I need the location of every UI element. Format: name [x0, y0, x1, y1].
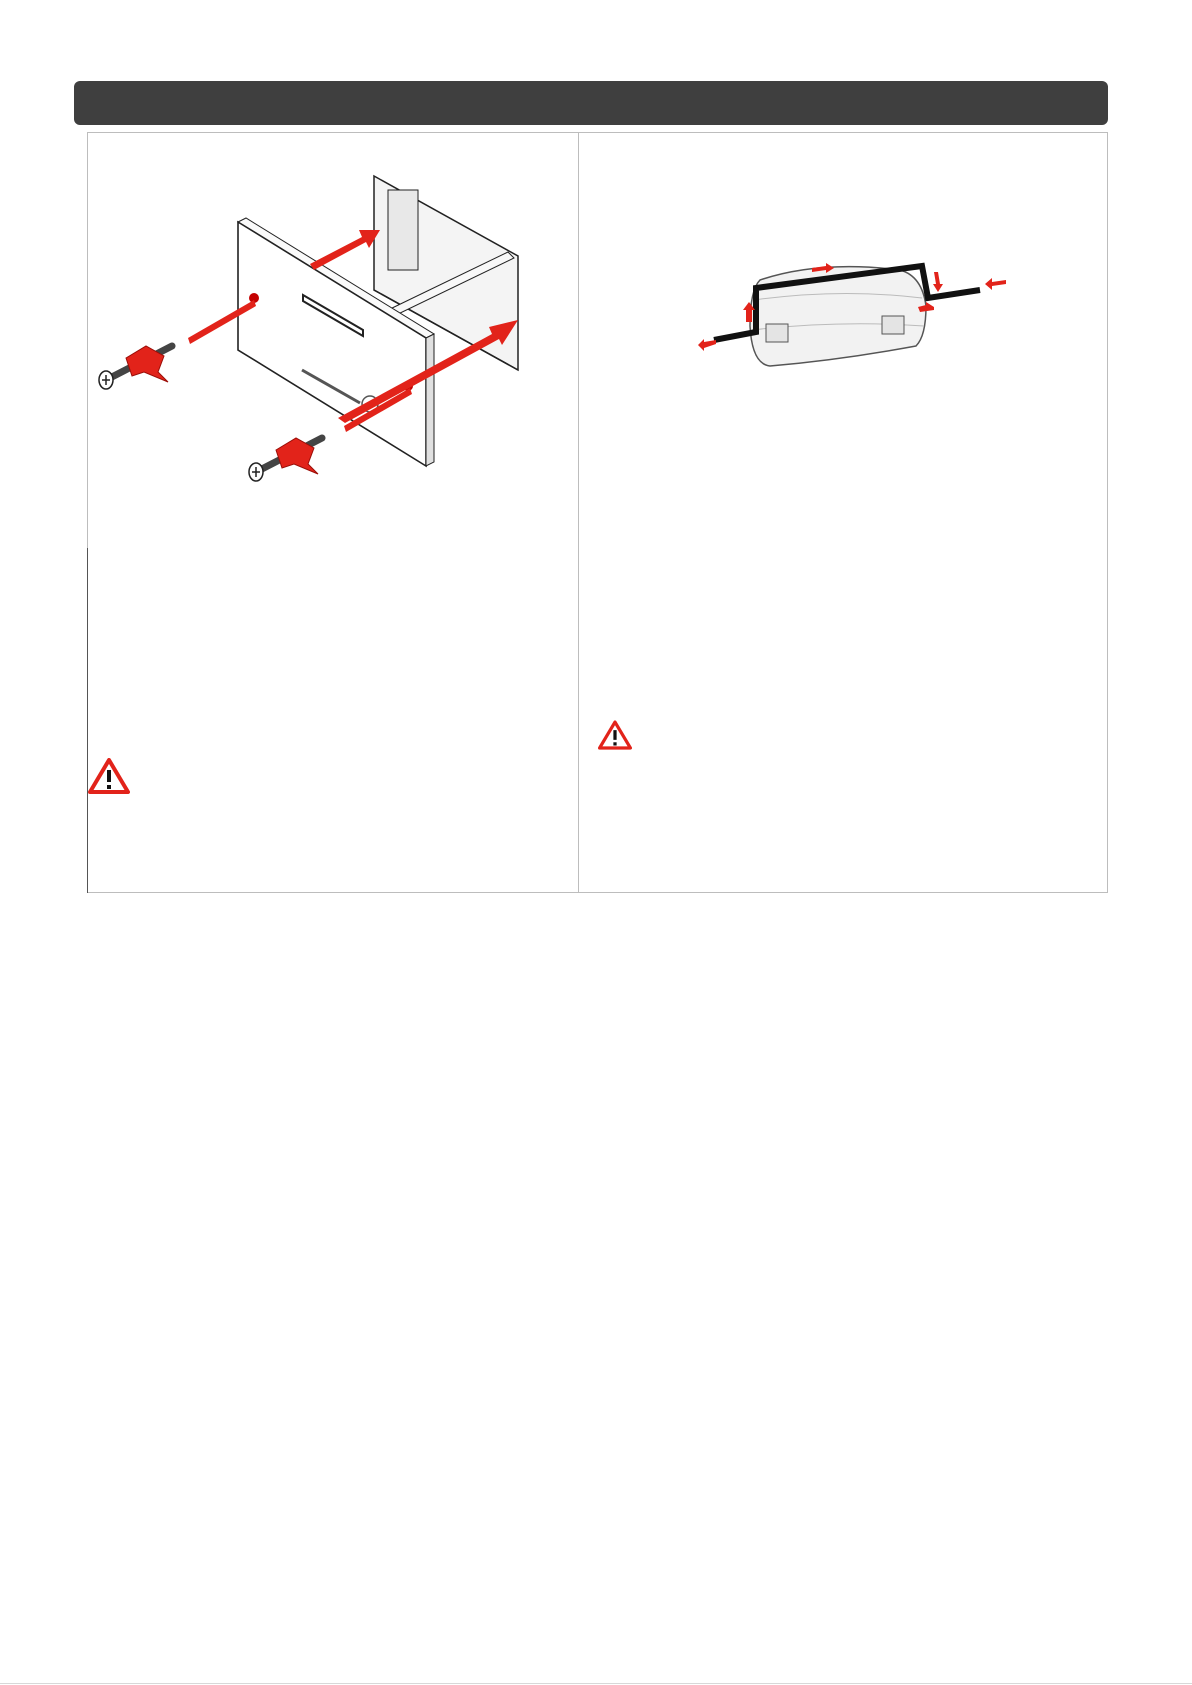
- faceplate-mounting-illustration: [88, 160, 578, 500]
- arrow-top: [310, 230, 380, 270]
- screw-lower: [249, 438, 322, 481]
- page-bottom-rule: [0, 1683, 1192, 1684]
- section-header-bar: [74, 81, 1108, 125]
- warning-triangle-icon: [88, 758, 130, 794]
- left-edge-line: [87, 548, 88, 893]
- panel-divider: [578, 132, 579, 893]
- ferrite-core: [750, 267, 926, 366]
- ferrite-loop-illustration: [670, 250, 1020, 380]
- screw-upper: [99, 346, 172, 389]
- warning-triangle-icon: [598, 720, 632, 750]
